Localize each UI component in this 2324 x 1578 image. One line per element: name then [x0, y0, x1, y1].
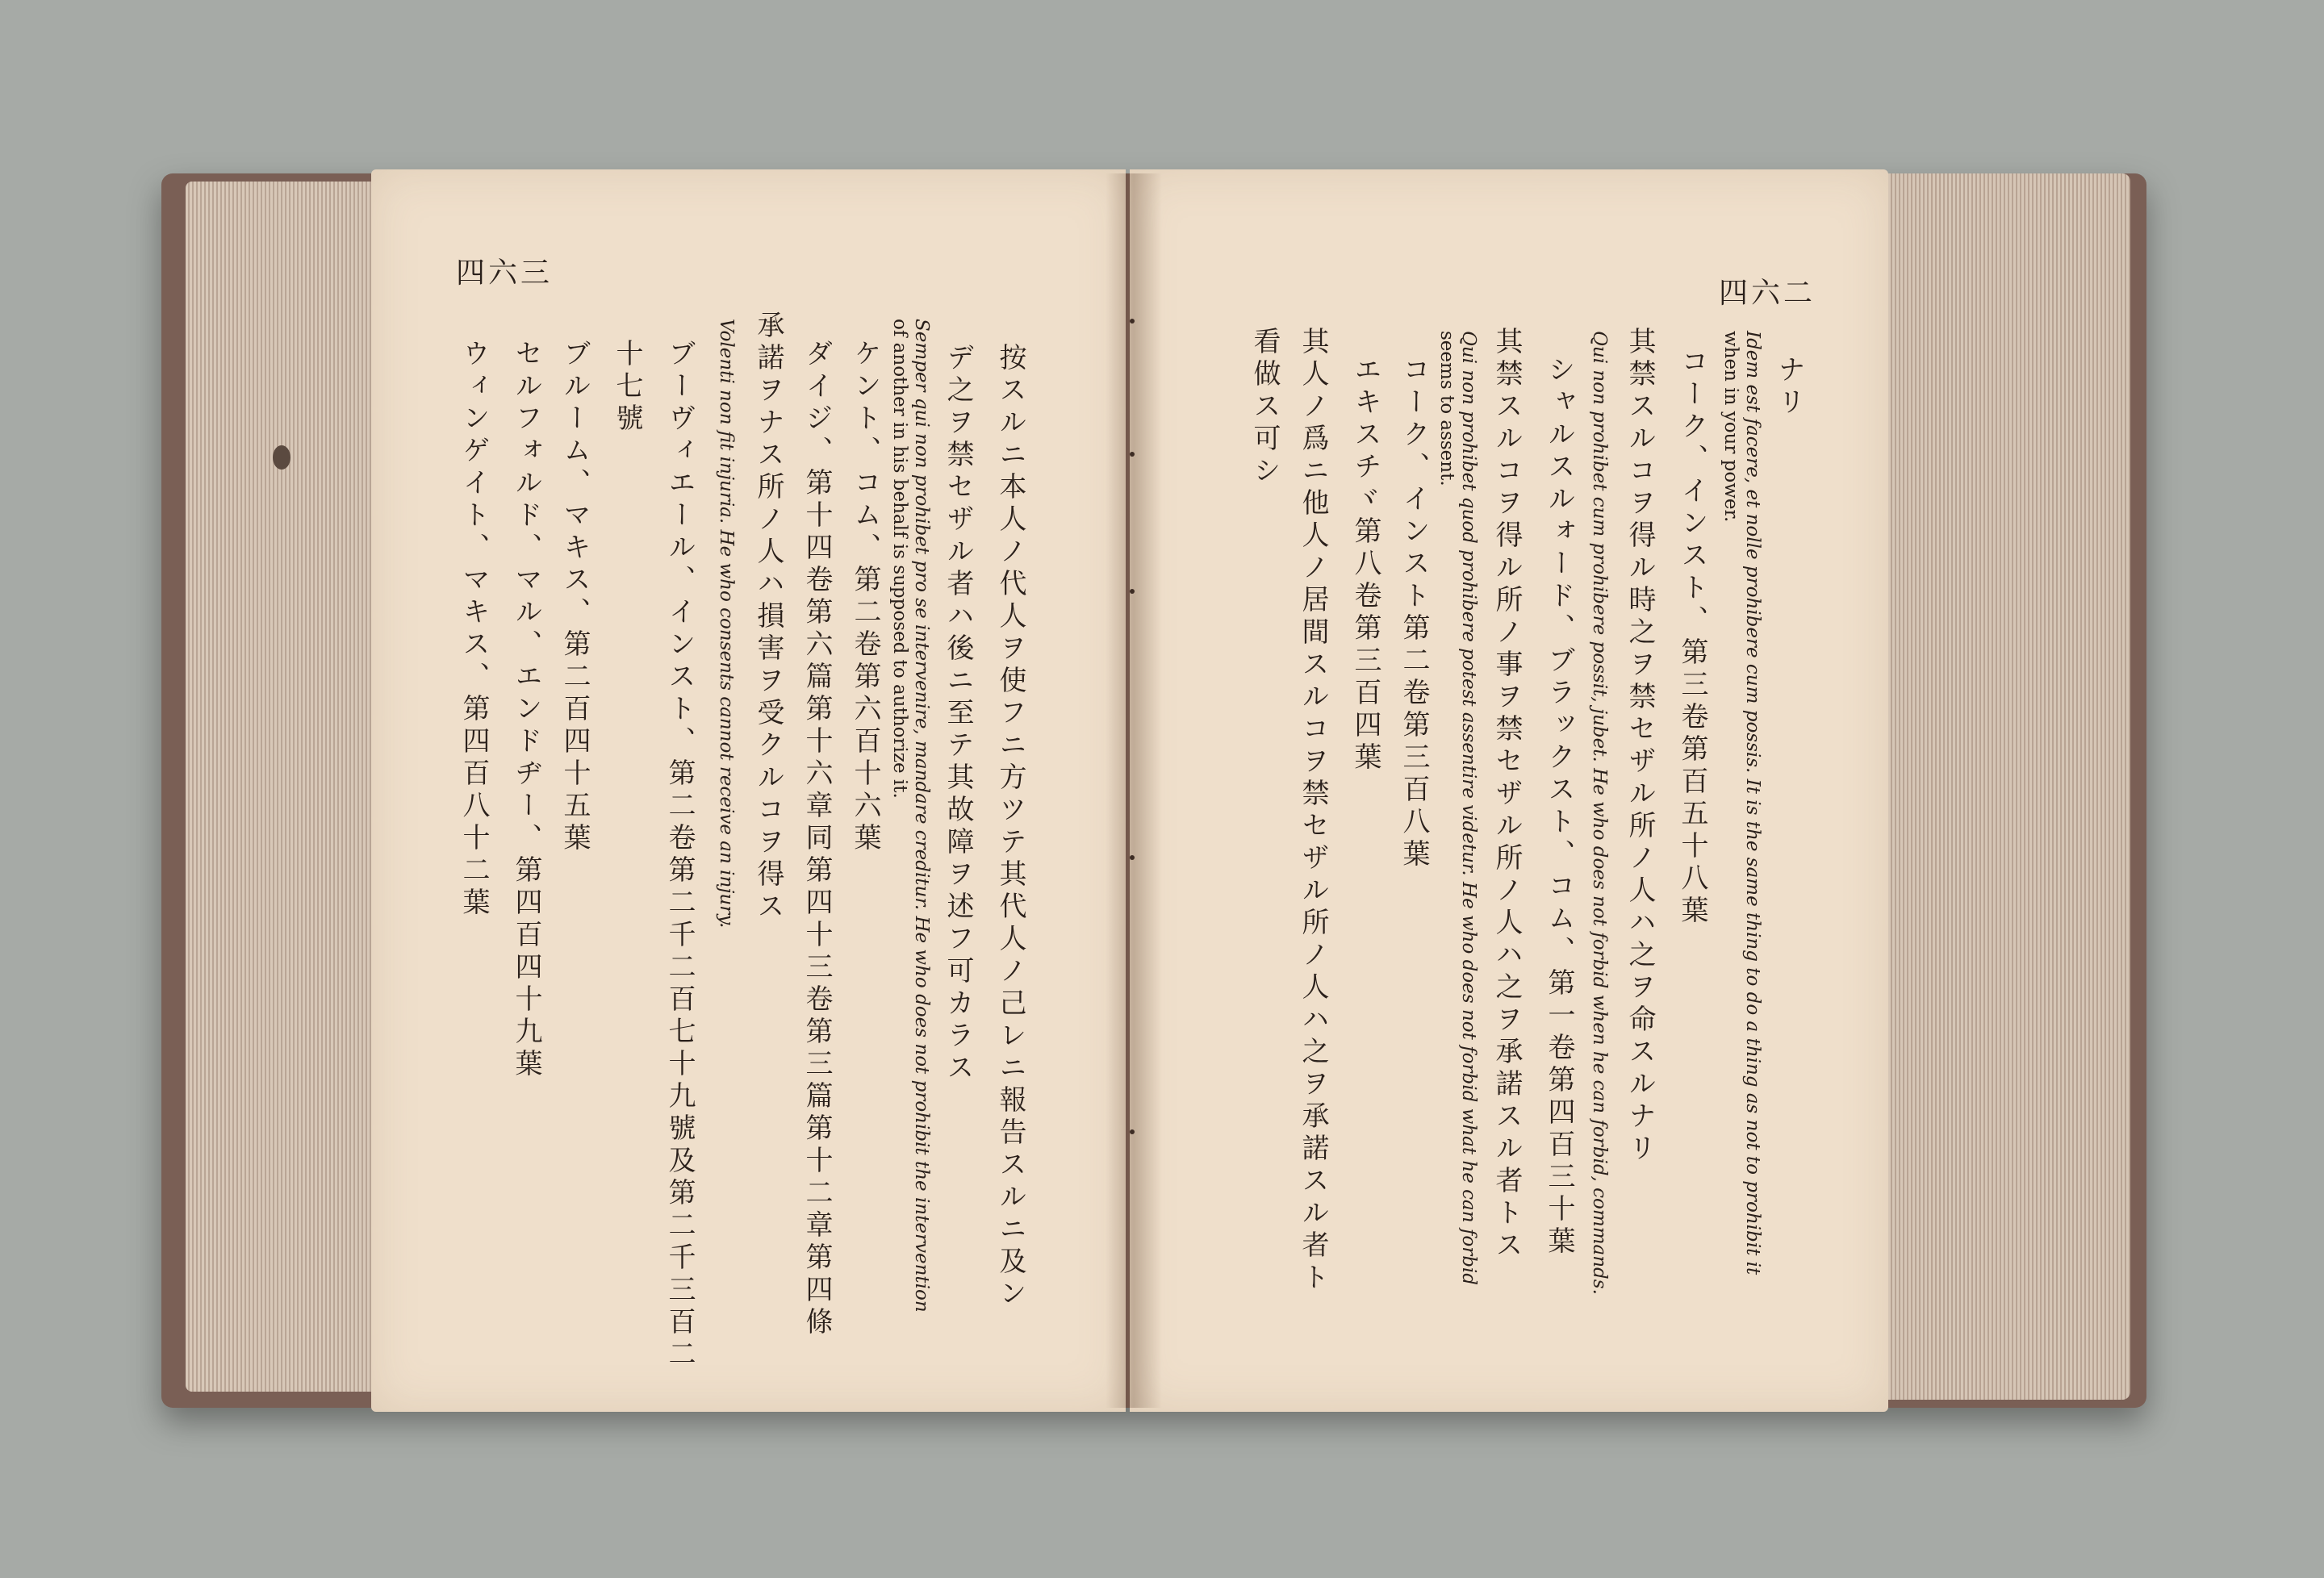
- binding-stitch: [1130, 319, 1135, 324]
- binding-stitch: [1130, 1129, 1135, 1134]
- binding-stitch: [1130, 452, 1135, 457]
- text-line: 看做ス可シ: [1248, 327, 1281, 488]
- page-hole: [273, 445, 290, 470]
- right-page-number: 四六二: [1719, 277, 1816, 310]
- citation-line: ケント、コム、第二卷第六百十六葉: [849, 339, 881, 855]
- latin-maxim: Qui non prohibet quod prohibere potest assentire videtur. He who does not forbid what he can forbid: [1458, 331, 1479, 1286]
- latin-maxim: Qui non prohibet cum prohibere possit, jubet. He who does not forbid when he can forbid, commands.: [1589, 331, 1610, 1295]
- citation-line: ダイジ、第十四卷第六篇第十六章同第四十三卷第三篇第十二章第四條: [800, 339, 833, 1339]
- citation-line: コーク、インスト第二卷第三百八葉: [1398, 355, 1430, 871]
- citation-line: エキスチヾ第八卷第三百四葉: [1349, 355, 1381, 774]
- citation-line: ウィンゲイト、マキス、第四百八十二葉: [458, 339, 490, 920]
- left-page-number: 四六三: [456, 257, 554, 290]
- citation-line: シャルスルォード、ブラックスト、コム、第一卷第四百三十葉: [1543, 355, 1575, 1259]
- text-line: デ之ヲ禁セザル者ハ後ニ至テ其故障ヲ述フ可カラス: [942, 343, 974, 1085]
- binding-stitch: [1130, 589, 1135, 594]
- citation-line: ブーヴィエール、インスト、第二卷第二千二百七十九號及第二千三百二: [663, 339, 696, 1371]
- latin-maxim: Semper qui non prohibet pro se intervenire, mandare creditur. He who does not prohibit the intervention: [911, 319, 932, 1313]
- citation-line: セルフォルド、マル、エンドヂー、第四百四十九葉: [510, 339, 542, 1081]
- text-line: 按スルニ本人ノ代人ヲ使フニ方ツテ其代人ノ己レニ報告スルニ及ン: [994, 343, 1026, 1311]
- citation-line: コーク、インスト、第三卷第百五十八葉: [1676, 347, 1708, 928]
- citation-line: 十七號: [611, 339, 643, 436]
- text-line: 其禁スルコヲ得ル所ノ事ヲ禁セザル所ノ人ハ之ヲ承諾スル者トス: [1490, 327, 1523, 1263]
- latin-maxim: Volenti non fit injuria. He who consents cannot receive an injury.: [716, 319, 737, 929]
- text-line: 其禁スルコヲ得ル時之ヲ禁セザル所ノ人ハ之ヲ命スルナリ: [1624, 327, 1656, 1166]
- text-line: 承諾ヲナス所ノ人ハ損害ヲ受クルコヲ得ス: [752, 311, 784, 924]
- english-translation: of another in his behalf is supposed to authorize it.: [889, 319, 910, 799]
- english-translation: when in your power.: [1720, 331, 1741, 523]
- page-edges-left: [186, 182, 379, 1392]
- citation-line: ブルーム、マキス、第二百四十五葉: [558, 339, 591, 855]
- page-edges-right: [1872, 173, 2130, 1400]
- english-translation: seems to assent.: [1436, 331, 1457, 486]
- binding-stitch: [1130, 855, 1135, 860]
- text-line: 其人ノ爲ニ他人ノ居間スルコヲ禁セザル所ノ人ハ之ヲ承諾スル者ト: [1297, 327, 1329, 1295]
- latin-maxim: Idem est facere, et nolle prohibere cum possis. It is the same thing to do a thing as not to prohibit it: [1742, 331, 1763, 1275]
- text-line: ナリ: [1773, 355, 1805, 420]
- book-gutter: [1106, 173, 1162, 1408]
